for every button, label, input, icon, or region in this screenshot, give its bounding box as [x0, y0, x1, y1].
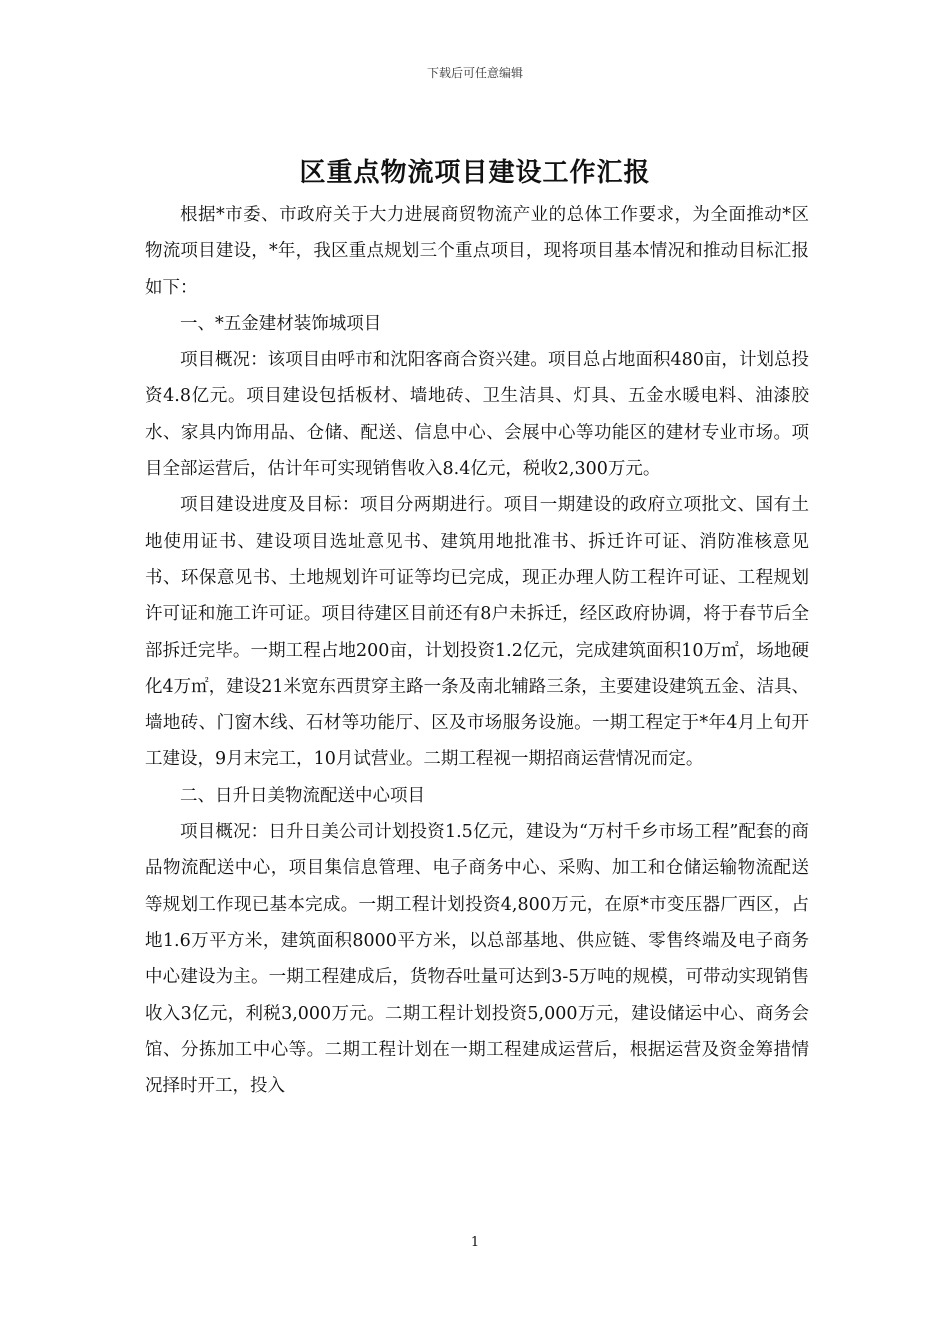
project-overview-paragraph-2: 项目概况：日升日美公司计划投资1.5亿元，建设为“万村千乡市场工程”配套的商品物流配送中心，项目集信息管理、电子商务中心、采购、加工和仓储运输物流配送等规划工作现已基本完成。一期工程计划投资4,800万元，在原*市变压器厂西区，占地1.6万平方米，建筑面积8000平方米，以总部基地、供应链、零售终端及电子商务中心建设为主。一期工程建成后，货物吞吐量可达到3-5万吨的规模，可带动实现销售收入3亿元，利税3,000万元。二期工程计划投资5,000万元，建设储运中心、商务会馆、分拣加工中心等。二期工程计划在一期工程建成运营后，根据运营及资金筹措情况择时开工，投入: [145, 822, 809, 1097]
section-heading-2: 二、日升日美物流配送中心项目: [180, 785, 425, 806]
page-header-note: 下载后可任意编辑: [426, 66, 523, 80]
document-body: [145, 197, 809, 1104]
project-overview-paragraph-1: 项目概况：该项目由呼市和沈阳客商合资兴建。项目总占地面积480亩，计划总投资4.8亿元。项目建设包括板材、墙地砖、卫生洁具、灯具、五金水暖电料、油漆胶水、家具内饰用品、仓储、配送、信息中心、会展中心等功能区的建材专业市场。项目全部运营后，估计年可实现销售收入8.4亿元，税收2,300万元。: [145, 350, 809, 480]
intro-paragraph: 根据*市委、市政府关于大力进展商贸物流产业的总体工作要求，为全面推动*区物流项目建设，*年，我区重点规划三个重点项目，现将项目基本情况和推动目标汇报如下：: [145, 205, 809, 298]
section-heading-1: 一、*五金建材装饰城项目: [180, 313, 382, 334]
project-progress-paragraph-1: 项目建设进度及目标：项目分两期进行。项目一期建设的政府立项批文、国有土地使用证书、建设项目选址意见书、建筑用地批准书、拆迁许可证、消防准核意见书、环保意见书、土地规划许可证等均已完成，现正办理人防工程许可证、工程规划许可证和施工许可证。项目待建区目前还有8户未拆迁，经区政府协调，将于春节后全部拆迁完毕。一期工程占地200亩，计划投资1.2亿元，完成建筑面积10万㎡，场地硬化4万㎡，建设21米宽东西贯穿主路一条及南北辅路三条，主要建设建筑五金、洁具、墙地砖、门窗木线、石材等功能厅、区及市场服务设施。一期工程定于*年4月上旬开工建设，9月末完工，10月试营业。二期工程视一期招商运营情况而定。: [145, 495, 809, 770]
page-number: 1: [470, 1235, 480, 1250]
document-title: 区重点物流项目建设工作汇报: [299, 158, 651, 188]
